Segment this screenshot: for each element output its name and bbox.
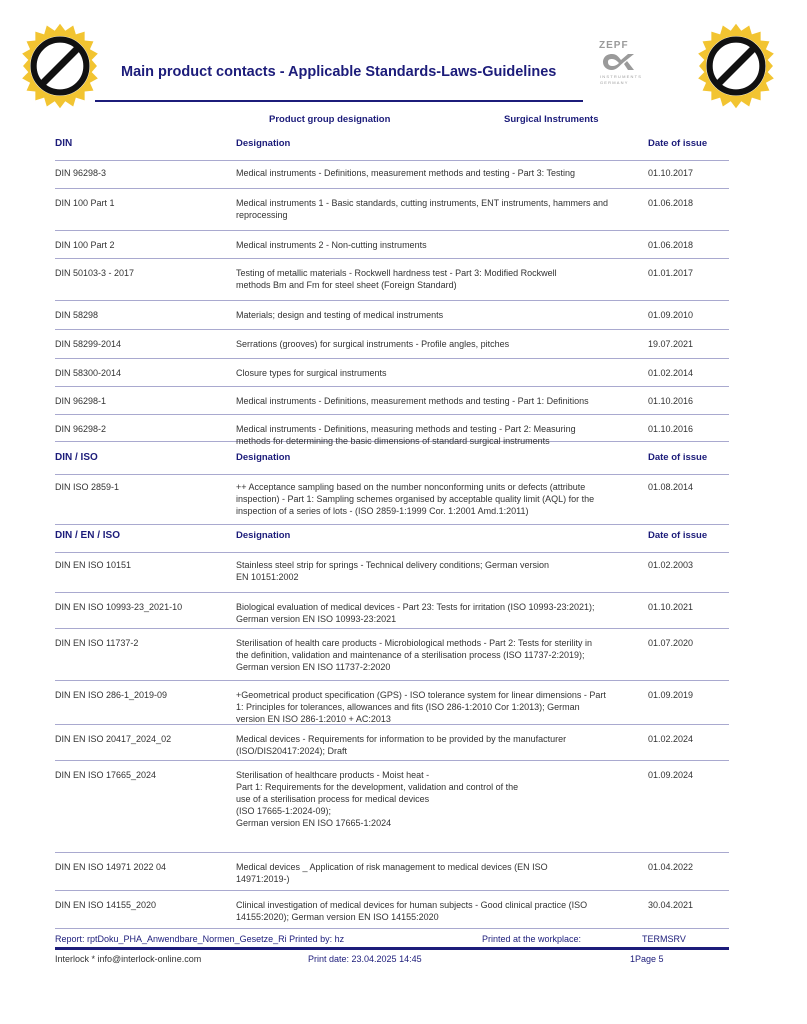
- table-row: [55, 892, 729, 929]
- standard-designation: Medical instruments - Definitions, measuring methods and testing - Part 2: Measuring methods for determining the basic dimensions of standard surgical instruments: [236, 424, 576, 446]
- workplace-label: Printed at the workplace:: [482, 934, 582, 944]
- stamp-badge-icon: [698, 24, 774, 108]
- standard-code: DIN EN ISO 10993-23_2021-10: [55, 602, 183, 612]
- table-row: [55, 762, 729, 853]
- report-footer: [55, 932, 729, 945]
- table-row: [55, 474, 729, 525]
- alpha-logo-icon: [602, 52, 636, 72]
- table-row: [55, 726, 729, 761]
- date-header: Date of issue: [648, 138, 708, 149]
- issue-date: 01.06.2018: [648, 240, 694, 250]
- standard-code: DIN EN ISO 11737-2: [55, 638, 139, 648]
- standard-code: DIN ISO 2859-1: [55, 482, 120, 492]
- title-underline: [95, 100, 583, 102]
- issue-date: 30.04.2021: [648, 900, 694, 910]
- designation-header: Designation: [236, 530, 291, 541]
- standards-table: [55, 134, 729, 930]
- issue-date: 01.01.2017: [648, 268, 694, 278]
- standard-code: DIN 58299-2014: [55, 339, 122, 349]
- table-row: [55, 630, 729, 681]
- issue-date: 01.02.2003: [648, 560, 694, 570]
- report-info: Report: rptDoku_PHA_Anwendbare_Normen_Gesetze_Ri Printed by: hz: [55, 934, 345, 944]
- stamp-badge-icon: [22, 24, 98, 108]
- standard-code: DIN EN ISO 17665_2024: [55, 770, 157, 780]
- table-row: [55, 360, 729, 387]
- table-row: [55, 854, 729, 891]
- issue-date: 01.10.2016: [648, 424, 694, 434]
- standard-designation: Biological evaluation of medical devices - Part 23: Tests for irritation (ISO 10993-23:2021); German version EN ISO 10993-23:2021: [236, 602, 595, 624]
- standard-code: DIN EN ISO 20417_2024_02: [55, 734, 172, 744]
- designation-header: Designation: [236, 452, 291, 463]
- print-date: Print date: 23.04.2025 14:45: [308, 954, 422, 964]
- zepf-logo: [596, 40, 646, 88]
- section-header-din: [55, 134, 729, 161]
- logo-line2: GERMANY: [600, 80, 629, 85]
- page-title: Main product contacts - Applicable Standards-Laws-Guidelines: [121, 64, 557, 80]
- table-row: [55, 160, 729, 189]
- issue-date: 01.09.2010: [648, 310, 694, 320]
- standard-code: DIN EN ISO 14971 2022 04: [55, 862, 167, 872]
- standard-code: DIN EN ISO 286-1_2019-09: [55, 690, 168, 700]
- section-heading: DIN / EN / ISO: [55, 530, 121, 541]
- standard-designation: Medical instruments 1 - Basic standards, cutting instruments, ENT instruments, hammers and reprocessing: [236, 198, 608, 220]
- standard-code: DIN 58298: [55, 310, 99, 320]
- date-header: Date of issue: [648, 452, 708, 463]
- pdf-xchange-stamp-left[interactable]: [16, 22, 104, 110]
- standard-designation: Testing of metallic materials - Rockwell hardness test - Part 3: Modified Rockwell methods Bm and Fm for steel sheet (Foreign Standard): [236, 268, 557, 290]
- logo-brand: ZEPF: [599, 40, 629, 51]
- table-row: [55, 260, 729, 301]
- product-group-value: Surgical Instruments: [504, 114, 599, 125]
- standard-code: DIN 96298-2: [55, 424, 107, 434]
- table-row: [55, 388, 729, 415]
- standard-designation: Medical instruments 2 - Non-cutting instruments: [236, 240, 427, 250]
- standard-designation: ++ Acceptance sampling based on the number nonconforming units or defects (attribute inspection) - Part 1: Sampling schemes organised by acceptable quality limit (AQL) for the inspection of a series of lots - (ISO 2859-1:1999 Cor. 1:2001 Amd.1:2011): [236, 482, 595, 516]
- standard-designation: Sterilisation of healthcare products - Moist heat - Part 1: Requirements for the development, validation and control of the use of a sterilisation process for medical devices (ISO 17665-1:2024-09); German version EN ISO 17665-1:2024: [236, 770, 519, 828]
- standard-code: DIN 96298-3: [55, 168, 107, 178]
- standard-code: DIN 96298-1: [55, 396, 107, 406]
- logo-line1: INSTRUMENTS: [600, 74, 643, 79]
- standard-designation: Medical devices _ Application of risk management to medical devices (EN ISO 14971:2019-): [236, 862, 548, 884]
- table-row: [55, 682, 729, 725]
- issue-date: 01.08.2014: [648, 482, 694, 492]
- standard-designation: +Geometrical product specification (GPS) - ISO tolerance system for linear dimensions - Part 1: Principles for tolerances, allowances and fits (ISO 286-1:2010 Cor 1:2013); German version EN ISO 286-1:2010 + AC:2013: [236, 690, 606, 724]
- issue-date: 01.10.2017: [648, 168, 694, 178]
- table-row: [55, 302, 729, 330]
- pdf-xchange-stamp-right[interactable]: [692, 22, 780, 110]
- issue-date: 01.07.2020: [648, 638, 694, 648]
- issue-date: 19.07.2021: [648, 339, 694, 349]
- standard-code: DIN EN ISO 10151: [55, 560, 132, 570]
- table-row: [55, 331, 729, 359]
- standard-designation: Medical instruments - Definitions, measurement methods and testing - Part 1: Definitions: [236, 396, 589, 406]
- table-row: [55, 232, 729, 259]
- issue-date: 01.06.2018: [648, 198, 694, 208]
- issue-date: 01.04.2022: [648, 862, 694, 872]
- table-row: [55, 552, 729, 593]
- section-header-din-iso: [55, 448, 729, 475]
- footer-divider: [55, 947, 729, 950]
- product-group-label: Product group designation: [269, 114, 391, 125]
- issue-date: 01.09.2024: [648, 770, 694, 780]
- section-heading: DIN: [55, 138, 73, 149]
- section-heading: DIN / ISO: [55, 452, 98, 463]
- designation-header: Designation: [236, 138, 291, 149]
- company-contact: Interlock * info@interlock-online.com: [55, 954, 202, 964]
- standard-designation: Medical devices - Requirements for information to be provided by the manufacturer (ISO/DIS20417:2024); Draft: [236, 734, 567, 756]
- standard-designation: Materials; design and testing of medical instruments: [236, 310, 444, 320]
- table-row: [55, 416, 729, 446]
- page-footer: [55, 953, 729, 966]
- standard-code: DIN 100 Part 2: [55, 240, 115, 250]
- standard-code: DIN 50103-3 - 2017: [55, 268, 135, 278]
- date-header: Date of issue: [648, 530, 708, 541]
- standard-designation: Clinical investigation of medical devices for human subjects - Good clinical practice (ISO 14155:2020); German version EN ISO 14155:2020: [236, 900, 588, 922]
- standard-designation: Stainless steel strip for springs - Technical delivery conditions; German version EN 10151:2002: [236, 560, 549, 582]
- issue-date: 01.10.2016: [648, 396, 694, 406]
- section-header-din-en-iso: [55, 526, 729, 553]
- page-number: 1Page 5: [630, 954, 664, 964]
- standard-code: DIN 100 Part 1: [55, 198, 115, 208]
- issue-date: 01.02.2014: [648, 368, 694, 378]
- standard-designation: Sterilisation of health care products - Microbiological methods - Part 2: Tests for sterility in the definition, validation and maintenance of a sterilisation process (ISO 11737-2:2019); German version EN ISO 11737-2:2020: [236, 638, 592, 672]
- workplace-value: TERMSRV: [642, 934, 686, 944]
- issue-date: 01.09.2019: [648, 690, 694, 700]
- standard-designation: Closure types for surgical instruments: [236, 368, 387, 378]
- issue-date: 01.02.2024: [648, 734, 694, 744]
- issue-date: 01.10.2021: [648, 602, 694, 612]
- table-row: [55, 594, 729, 629]
- standard-designation: Medical instruments - Definitions, measurement methods and testing - Part 3: Testing: [236, 168, 575, 178]
- standard-code: DIN 58300-2014: [55, 368, 122, 378]
- standard-designation: Serrations (grooves) for surgical instruments - Profile angles, pitches: [236, 339, 510, 349]
- standard-code: DIN EN ISO 14155_2020: [55, 900, 157, 910]
- table-row: [55, 190, 729, 231]
